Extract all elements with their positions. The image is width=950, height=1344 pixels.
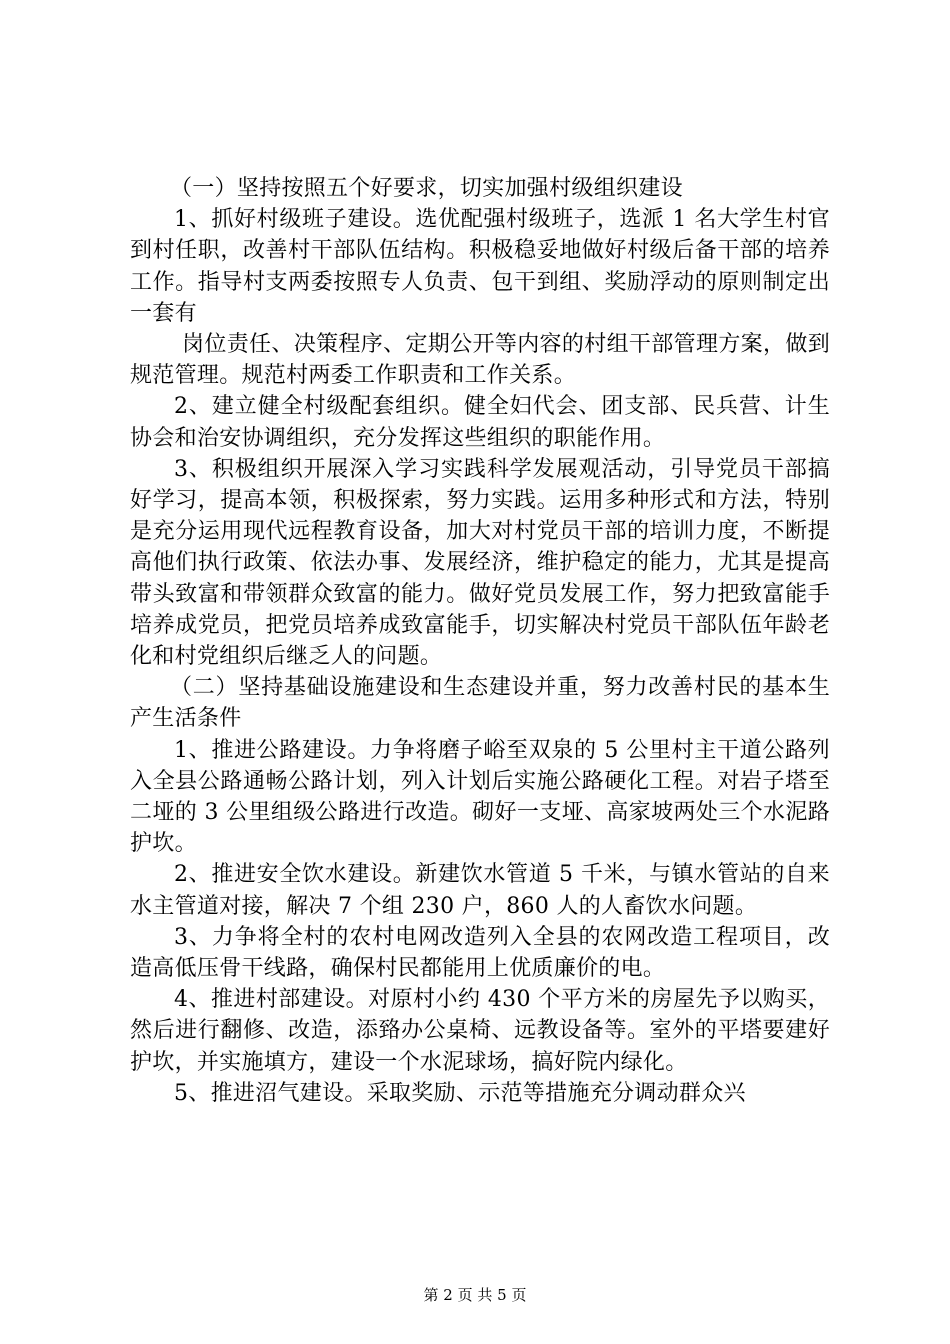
paragraph-road-construction: 1、推进公路建设。力争将磨子峪至双泉的 5 公里村主干道公路列入全县公路通畅公路计划，列入计划后实施公路硬化工程。对岩子塔至二垭的 3 公里组级公路进行改造。砌好一支垭、高家坡两处三个水泥路护坎。 bbox=[130, 737, 830, 857]
section-heading-2: （二）坚持基础设施建设和生态建设并重，努力改善村民的基本生产生活条件 bbox=[130, 675, 830, 732]
paragraph-drinking-water: 2、推进安全饮水建设。新建饮水管道 5 千米，与镇水管站的自来水主管道对接，解决 7 个组 230 户，860 人的人畜饮水问题。 bbox=[130, 862, 830, 919]
section-heading-1: （一）坚持按照五个好要求，切实加强村级组织建设 bbox=[170, 176, 683, 201]
paragraph-management-plan: 岗位责任、决策程序、定期公开等内容的村组干部管理方案，做到规范管理。规范村两委工作职责和工作关系。 bbox=[130, 332, 830, 389]
page-footer: 第 2 页 共 5 页 bbox=[423, 1286, 527, 1304]
paragraph-biogas: 5、推进沼气建设。采取奖励、示范等措施充分调动群众兴 bbox=[174, 1080, 746, 1106]
paragraph-study-practice: 3、积极组织开展深入学习实践科学发展观活动，引导党员干部搞好学习，提高本领，积极探索，努力实践。运用多种形式和方法，特别是充分运用现代远程教育设备，加大对村党员干部的培训力度，不断提高他们执行政策、依法办事、发展经济，维护稳定的能力，尤其是提高带头致富和带领群众致富的能力。做好党员发展工作，努力把致富能手培养成党员，把党员培养成致富能手，切实解决村党员干部队伍年龄老化和村党组织后继乏人的问题。 bbox=[130, 456, 830, 670]
paragraph-village-team: 1、抓好村级班子建设。选优配强村级班子，选派 1 名大学生村官到村任职，改善村干部队伍结构。积极稳妥地做好村级后备干部的培养工作。指导村支两委按照专人负责、包干到组、奖励浮动的原则制定出一套有 bbox=[130, 207, 830, 326]
paragraph-power-grid: 3、力争将全村的农村电网改造列入全县的农网改造工程项目，改造高低压骨干线路，确保村民都能用上优质廉价的电。 bbox=[130, 924, 830, 982]
paragraph-supporting-orgs: 2、建立健全村级配套组织。健全妇代会、团支部、民兵营、计生协会和治安协调组织，充分发挥这些组织的职能作用。 bbox=[130, 394, 830, 451]
document-body bbox=[130, 173, 830, 1109]
paragraph-village-office: 4、推进村部建设。对原村小约 430 个平方米的房屋先予以购买，然后进行翻修、改造，添臵办公桌椅、远教设备等。室外的平塔要建好护坎，并实施填方，建设一个水泥球场，搞好院内绿化。 bbox=[130, 987, 830, 1075]
